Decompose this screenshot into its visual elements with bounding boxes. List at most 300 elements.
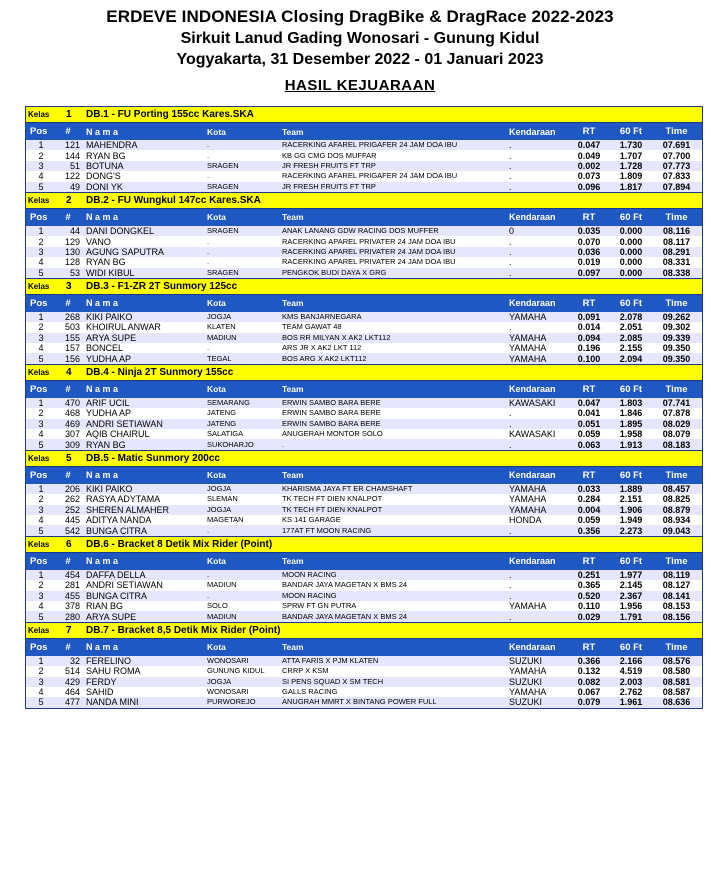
cell-position: 5 <box>38 697 44 708</box>
class-section <box>25 536 703 622</box>
column-header-reaction-time: RT <box>582 555 596 567</box>
result-row <box>26 312 702 322</box>
cell-time: 08.079 <box>662 429 691 440</box>
column-header-reaction-time: RT <box>582 469 596 481</box>
result-row <box>26 697 702 707</box>
cell-time: 07.878 <box>662 408 691 419</box>
class-name: DB.4 - Ninja 2T Sunmory 155cc <box>86 366 234 378</box>
cell-rider-name: ANDRI SETIAWAN <box>86 418 163 429</box>
class-header <box>26 365 702 381</box>
cell-city: . <box>207 257 210 267</box>
result-row <box>26 182 702 192</box>
cell-time: 07.773 <box>662 160 691 171</box>
cell-rider-name: SAHU ROMA <box>86 666 141 677</box>
cell-sixty-ft: 2.085 <box>619 332 643 343</box>
cell-number: 122 <box>64 171 80 182</box>
column-header-sixty-ft: 60 Ft <box>619 469 643 481</box>
cell-vehicle: . <box>509 611 512 622</box>
class-section <box>25 450 703 536</box>
column-header-team: Team <box>282 384 304 395</box>
class-label: Kelas <box>28 625 50 635</box>
cell-team: ATTA FARIS X PJM KLATEN <box>282 655 379 665</box>
result-row <box>26 419 702 429</box>
class-name: DB.1 - FU Porting 155cc Kares.SKA <box>86 109 254 120</box>
cell-number: 252 <box>64 504 80 515</box>
cell-position: 5 <box>38 181 44 192</box>
cell-rider-name: ARYA SUPE <box>86 611 137 622</box>
cell-position: 4 <box>38 515 44 526</box>
cell-team: ERWIN SAMBO BARA BERE <box>282 408 381 418</box>
cell-rider-name: KHOIRUL ANWAR <box>86 322 161 333</box>
cell-reaction-time: 0.049 <box>577 150 601 161</box>
cell-time: 08.029 <box>662 418 691 429</box>
result-row <box>26 591 702 601</box>
cell-sixty-ft: 2.094 <box>619 353 643 364</box>
cell-time: 09.043 <box>662 525 691 536</box>
cell-team: ANUGRAH MMRT X BINTANG POWER FULL <box>282 697 437 707</box>
result-row <box>26 171 702 181</box>
cell-sixty-ft: 0.000 <box>619 246 643 257</box>
cell-rider-name: VANO <box>86 236 111 247</box>
cell-time: 08.331 <box>662 257 691 268</box>
result-row <box>26 570 702 580</box>
cell-reaction-time: 0.251 <box>577 569 601 580</box>
cell-sixty-ft: 1.956 <box>619 601 643 612</box>
class-label: Kelas <box>28 367 50 377</box>
column-header-row <box>26 123 702 140</box>
column-header-sixty-ft: 60 Ft <box>619 297 643 309</box>
cell-rider-name: WIDI KIBUL <box>86 267 135 278</box>
column-header-row <box>26 209 702 226</box>
result-row <box>26 439 702 449</box>
cell-rider-name: ARYA SUPE <box>86 332 137 343</box>
cell-sixty-ft: 1.846 <box>619 408 643 419</box>
cell-rider-name: RASYA ADYTAMA <box>86 494 161 505</box>
cell-vehicle: YAMAHA <box>509 666 547 677</box>
cell-position: 4 <box>38 171 44 182</box>
cell-reaction-time: 0.004 <box>577 504 601 515</box>
cell-sixty-ft: 1.730 <box>619 140 643 151</box>
cell-position: 5 <box>38 439 44 450</box>
cell-reaction-time: 0.029 <box>577 611 601 622</box>
cell-position: 3 <box>38 418 44 429</box>
column-header-number: # <box>65 297 71 309</box>
cell-team: ANAK LANANG GDW RACING DOS MUFFER <box>282 226 439 236</box>
result-row <box>26 580 702 590</box>
cell-position: 2 <box>38 408 44 419</box>
cell-number: 464 <box>64 687 80 698</box>
result-row <box>26 666 702 676</box>
cell-position: 1 <box>38 655 44 666</box>
cell-time: 08.291 <box>662 246 691 257</box>
cell-vehicle: . <box>509 569 512 580</box>
cell-time: 08.156 <box>662 611 691 622</box>
cell-team: KMS BANJARNEGARA <box>282 312 362 322</box>
cell-vehicle: HONDA <box>509 515 542 526</box>
cell-team: JR FRESH FRUITS FT TRP <box>282 181 376 191</box>
cell-time: 08.116 <box>662 226 691 237</box>
cell-time: 08.338 <box>662 267 691 278</box>
column-header-team: Team <box>282 556 304 567</box>
result-row <box>26 353 702 363</box>
cell-position: 1 <box>38 140 44 151</box>
column-header-team: Team <box>282 212 304 223</box>
cell-sixty-ft: 2.151 <box>619 494 643 505</box>
column-header-rider-name: N a m a <box>86 470 119 481</box>
cell-city: JATENG <box>207 408 237 418</box>
cell-vehicle: SUZUKI <box>509 697 543 708</box>
result-row <box>26 398 702 408</box>
cell-city: SEMARANG <box>207 398 250 408</box>
cell-time: 08.636 <box>662 697 691 708</box>
cell-team: TK TECH FT DIEN KNALPOT <box>282 494 383 504</box>
cell-number: 378 <box>64 601 80 612</box>
cell-team: GALLS RACING <box>282 687 338 697</box>
cell-vehicle: . <box>509 150 512 161</box>
cell-city: WONOSARI <box>207 655 249 665</box>
cell-position: 5 <box>38 611 44 622</box>
cell-sixty-ft: 2.003 <box>619 676 643 687</box>
cell-city: JOGJA <box>207 676 232 686</box>
column-header-rider-name: N a m a <box>86 126 119 137</box>
cell-reaction-time: 0.091 <box>577 312 601 323</box>
column-header-reaction-time: RT <box>582 211 596 223</box>
cell-number: 268 <box>64 312 80 323</box>
cell-team: MOON RACING <box>282 590 337 600</box>
cell-time: 08.580 <box>662 666 691 677</box>
cell-position: 5 <box>38 267 44 278</box>
cell-reaction-time: 0.096 <box>577 181 601 192</box>
column-header-time: Time <box>665 469 688 481</box>
cell-reaction-time: 0.059 <box>577 429 601 440</box>
column-header-position: Pos <box>30 211 48 223</box>
cell-number: 454 <box>64 569 80 580</box>
result-row <box>26 611 702 621</box>
cell-rider-name: BOTUNA <box>86 160 124 171</box>
cell-sixty-ft: 2.145 <box>619 580 643 591</box>
cell-rider-name: AGUNG SAPUTRA <box>86 246 165 257</box>
cell-sixty-ft: 4.519 <box>619 666 643 677</box>
cell-rider-name: ARIF UCIL <box>86 398 130 409</box>
column-header-time: Time <box>665 641 688 653</box>
cell-city: . <box>207 343 210 353</box>
cell-time: 07.833 <box>662 171 691 182</box>
class-section <box>25 622 703 709</box>
cell-time: 08.153 <box>662 601 691 612</box>
result-row <box>26 226 702 236</box>
cell-time: 08.879 <box>662 504 691 515</box>
class-number: 6 <box>66 538 72 550</box>
column-header-position: Pos <box>30 383 48 395</box>
cell-vehicle: 0 <box>509 226 515 237</box>
cell-reaction-time: 0.033 <box>577 484 601 494</box>
column-header-position: Pos <box>30 126 48 137</box>
column-header-row <box>26 553 702 570</box>
cell-position: 1 <box>38 312 44 323</box>
cell-team: TK TECH FT DIEN KNALPOT <box>282 504 383 514</box>
cell-rider-name: BONCEL <box>86 343 124 354</box>
cell-rider-name: MAHENDRA <box>86 140 138 151</box>
cell-vehicle: YAMAHA <box>509 484 547 494</box>
column-header-position: Pos <box>30 469 48 481</box>
cell-city: SLEMAN <box>207 494 238 504</box>
section-title: HASIL KEJUARAAN <box>284 77 436 94</box>
column-header-number: # <box>65 383 71 395</box>
cell-position: 2 <box>38 322 44 333</box>
cell-vehicle: YAMAHA <box>509 343 547 354</box>
cell-vehicle: . <box>509 418 512 429</box>
cell-position: 4 <box>38 257 44 268</box>
result-row <box>26 333 702 343</box>
cell-number: 157 <box>64 343 80 354</box>
cell-number: 128 <box>64 257 80 268</box>
cell-rider-name: KIKI PAIKO <box>86 312 133 323</box>
cell-number: 32 <box>69 655 80 666</box>
cell-vehicle: YAMAHA <box>509 312 547 323</box>
cell-sixty-ft: 2.166 <box>619 655 643 666</box>
class-header <box>26 623 702 639</box>
cell-rider-name: ADITYA NANDA <box>86 515 152 526</box>
cell-position: 3 <box>38 160 44 171</box>
column-header-team: Team <box>282 642 304 653</box>
cell-number: 280 <box>64 611 80 622</box>
cell-time: 09.350 <box>662 353 691 364</box>
cell-city: MADIUN <box>207 332 237 342</box>
column-header-position: Pos <box>30 555 48 567</box>
column-header-city: Kota <box>207 470 226 481</box>
column-header-row <box>26 467 702 484</box>
column-header-position: Pos <box>30 641 48 653</box>
cell-sixty-ft: 0.000 <box>619 236 643 247</box>
cell-reaction-time: 0.047 <box>577 140 601 151</box>
cell-vehicle: . <box>509 439 512 450</box>
class-name: DB.2 - FU Wungkul 147cc Kares.SKA <box>86 194 261 206</box>
cell-team: . <box>282 439 285 449</box>
cell-rider-name: RYAN BG <box>86 439 126 450</box>
cell-number: 155 <box>64 332 80 343</box>
cell-vehicle: YAMAHA <box>509 332 547 343</box>
cell-time: 07.700 <box>662 150 691 161</box>
cell-number: 129 <box>64 236 80 247</box>
cell-position: 4 <box>38 343 44 354</box>
cell-reaction-time: 0.047 <box>577 398 601 409</box>
cell-position: 3 <box>38 504 44 515</box>
column-header-number: # <box>65 126 71 137</box>
cell-team: RACERKING APAREL PRIVATER 24 JAM DOA IBU <box>282 257 456 267</box>
cell-reaction-time: 0.365 <box>577 580 601 591</box>
class-label: Kelas <box>28 281 50 291</box>
cell-reaction-time: 0.079 <box>577 697 601 708</box>
cell-sixty-ft: 0.000 <box>619 267 643 278</box>
cell-city: SUKOHARJO <box>207 439 254 449</box>
cell-vehicle: . <box>509 236 512 247</box>
cell-city: MAGETAN <box>207 515 244 525</box>
cell-reaction-time: 0.063 <box>577 439 601 450</box>
cell-city: MADIUN <box>207 611 237 621</box>
column-header-time: Time <box>665 383 688 395</box>
column-header-reaction-time: RT <box>582 297 596 309</box>
cell-reaction-time: 0.067 <box>577 687 601 698</box>
result-row <box>26 505 702 515</box>
cell-team: RACERKING AFAREL PRIGAFER 24 JAM DOA IBU <box>282 140 458 150</box>
event-date: Yogyakarta, 31 Desember 2022 - 01 Januari 2023 <box>176 51 544 68</box>
cell-team: KB GG CMG DOS MUFFAR <box>282 150 377 160</box>
column-header-vehicle: Kendaraan <box>509 556 556 567</box>
cell-team: TEAM GAWAT 48 <box>282 322 342 332</box>
cell-sixty-ft: 2.051 <box>619 322 643 333</box>
cell-city: GUNUNG KIDUL <box>207 666 265 676</box>
cell-vehicle: . <box>509 580 512 591</box>
cell-sixty-ft: 1.895 <box>619 418 643 429</box>
cell-city: JATENG <box>207 418 237 428</box>
cell-position: 1 <box>38 226 44 237</box>
cell-reaction-time: 0.059 <box>577 515 601 526</box>
cell-team: KHARISMA JAYA FT ER CHAMSHAFT <box>282 484 413 493</box>
column-header-number: # <box>65 211 71 223</box>
cell-team: ANUGERAH MONTOR SOLO <box>282 429 383 439</box>
cell-sixty-ft: 0.000 <box>619 226 643 237</box>
cell-position: 3 <box>38 590 44 601</box>
cell-team: ERWIN SAMBO BARA BERE <box>282 398 381 408</box>
cell-sixty-ft: 2.273 <box>619 525 643 536</box>
cell-reaction-time: 0.132 <box>577 666 601 677</box>
result-row <box>26 140 702 150</box>
cell-position: 2 <box>38 580 44 591</box>
class-number: 7 <box>66 624 72 636</box>
result-row <box>26 677 702 687</box>
class-label: Kelas <box>28 453 50 463</box>
cell-number: 470 <box>64 398 80 409</box>
column-header-time: Time <box>665 297 688 309</box>
cell-position: 4 <box>38 601 44 612</box>
cell-rider-name: RYAN BG <box>86 150 126 161</box>
cell-time: 08.127 <box>662 580 691 591</box>
column-header-team: Team <box>282 126 304 137</box>
column-header-city: Kota <box>207 556 226 567</box>
column-header-sixty-ft: 60 Ft <box>619 383 643 395</box>
cell-team: RACERKING APAREL PRIVATER 24 JAM DOA IBU <box>282 246 456 256</box>
cell-city: SRAGEN <box>207 267 239 277</box>
cell-city: JOGJA <box>207 484 232 493</box>
cell-number: 121 <box>64 140 80 151</box>
cell-city: . <box>207 525 210 535</box>
result-row <box>26 247 702 257</box>
cell-city: JOGJA <box>207 504 232 514</box>
cell-position: 4 <box>38 687 44 698</box>
cell-time: 08.457 <box>662 484 691 494</box>
cell-sixty-ft: 1.961 <box>619 697 643 708</box>
column-header-time: Time <box>665 126 688 137</box>
cell-sixty-ft: 1.817 <box>619 181 643 192</box>
class-number: 4 <box>66 366 72 378</box>
cell-rider-name: YUDHA AP <box>86 353 132 364</box>
cell-position: 3 <box>38 246 44 257</box>
class-number: 3 <box>66 280 72 292</box>
cell-rider-name: FERELINO <box>86 655 132 666</box>
cell-number: 469 <box>64 418 80 429</box>
cell-reaction-time: 0.051 <box>577 418 601 429</box>
cell-sixty-ft: 1.906 <box>619 504 643 515</box>
cell-reaction-time: 0.284 <box>577 494 601 505</box>
cell-reaction-time: 0.366 <box>577 655 601 666</box>
class-section <box>25 192 703 278</box>
cell-reaction-time: 0.041 <box>577 408 601 419</box>
cell-number: 281 <box>64 580 80 591</box>
cell-time: 08.119 <box>662 569 691 580</box>
event-venue: Sirkuit Lanud Gading Wonosari - Gunung Kidul <box>180 30 540 47</box>
cell-team: 177AT FT MOON RACING <box>282 525 372 535</box>
cell-time: 07.691 <box>662 140 691 151</box>
cell-rider-name: DAFFA DELLA <box>86 569 146 580</box>
cell-team: MOON RACING <box>282 569 337 579</box>
column-header-row <box>26 639 702 656</box>
cell-number: 156 <box>64 353 80 364</box>
column-header-vehicle: Kendaraan <box>509 298 556 309</box>
cell-city: SRAGEN <box>207 160 239 170</box>
cell-number: 144 <box>64 150 80 161</box>
column-header-city: Kota <box>207 384 226 395</box>
cell-vehicle: KAWASAKI <box>509 398 556 409</box>
result-row <box>26 322 702 332</box>
cell-rider-name: SHEREN ALMAHER <box>86 504 170 515</box>
cell-position: 2 <box>38 494 44 505</box>
column-header-reaction-time: RT <box>582 641 596 653</box>
cell-number: 262 <box>64 494 80 505</box>
cell-time: 09.262 <box>662 312 691 323</box>
cell-city: MADIUN <box>207 580 237 590</box>
column-header-city: Kota <box>207 212 226 223</box>
result-row <box>26 601 702 611</box>
cell-position: 1 <box>38 484 44 494</box>
class-header <box>26 107 702 123</box>
cell-sixty-ft: 1.977 <box>619 569 643 580</box>
cell-number: 309 <box>64 439 80 450</box>
cell-number: 455 <box>64 590 80 601</box>
cell-city: . <box>207 590 210 600</box>
cell-time: 07.894 <box>662 181 691 192</box>
cell-time: 08.934 <box>662 515 691 526</box>
cell-vehicle: . <box>509 246 512 257</box>
cell-sixty-ft: 1.913 <box>619 439 643 450</box>
result-row <box>26 656 702 666</box>
cell-rider-name: RIAN BG <box>86 601 124 612</box>
document-header <box>0 0 720 96</box>
column-header-city: Kota <box>207 642 226 653</box>
cell-sixty-ft: 1.728 <box>619 160 643 171</box>
cell-rider-name: BUNGA CITRA <box>86 525 148 536</box>
class-name: DB.7 - Bracket 8,5 Detik Mix Rider (Point) <box>86 624 281 636</box>
cell-sixty-ft: 0.000 <box>619 257 643 268</box>
cell-vehicle: . <box>509 140 512 151</box>
column-header-vehicle: Kendaraan <box>509 126 556 137</box>
class-header <box>26 451 702 467</box>
column-header-vehicle: Kendaraan <box>509 212 556 223</box>
cell-position: 5 <box>38 353 44 364</box>
class-header <box>26 193 702 209</box>
cell-time: 07.741 <box>662 398 691 409</box>
result-row <box>26 257 702 267</box>
cell-position: 2 <box>38 236 44 247</box>
cell-reaction-time: 0.019 <box>577 257 601 268</box>
result-row <box>26 494 702 504</box>
cell-reaction-time: 0.520 <box>577 590 601 601</box>
column-header-number: # <box>65 641 71 653</box>
class-number: 2 <box>66 194 72 206</box>
column-header-rider-name: N a m a <box>86 212 119 223</box>
cell-team: SPRW FT GN PUTRA <box>282 601 357 611</box>
cell-reaction-time: 0.014 <box>577 322 601 333</box>
class-header <box>26 279 702 295</box>
